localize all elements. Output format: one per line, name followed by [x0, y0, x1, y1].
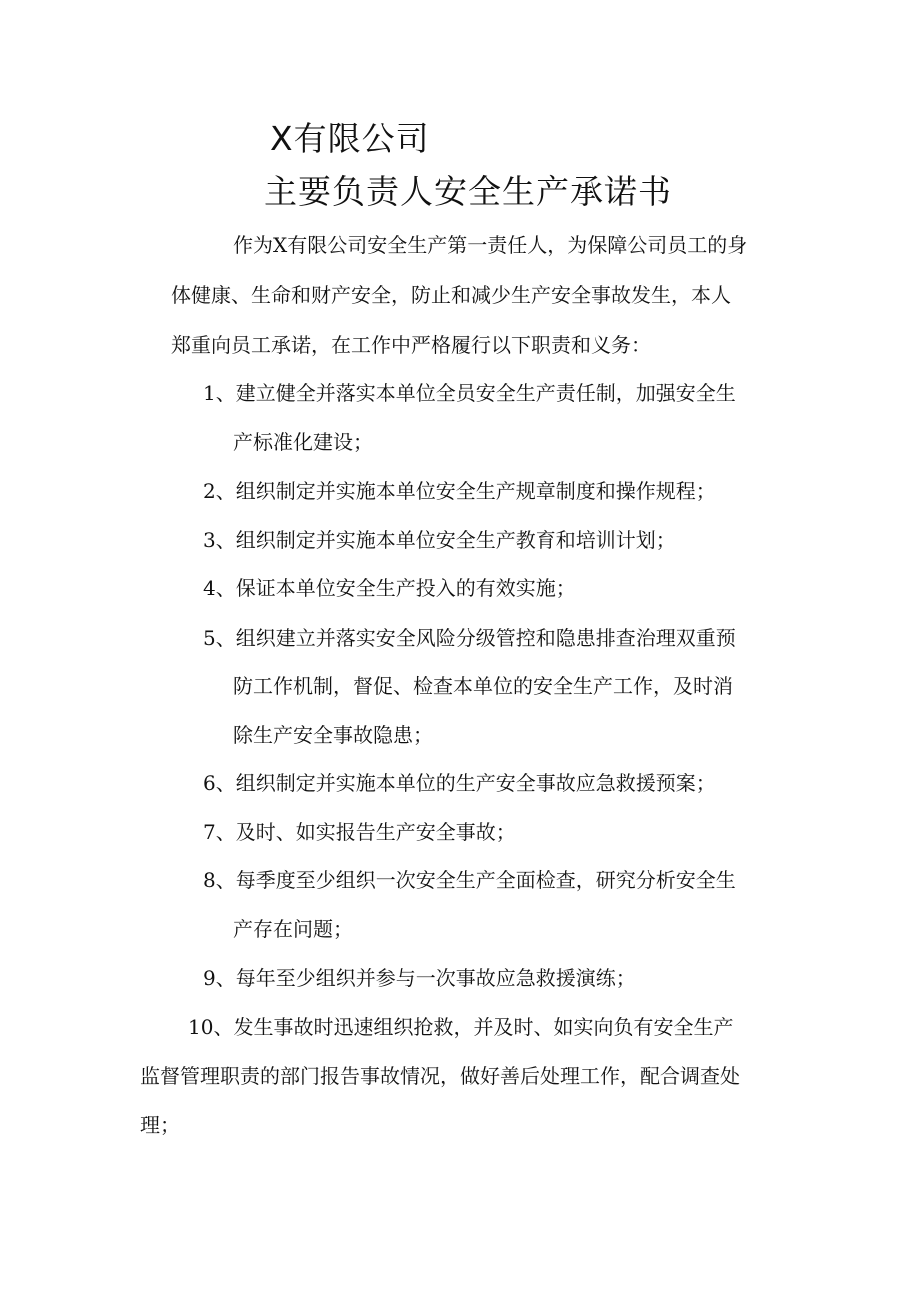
- company-name: X有限公司: [270, 119, 430, 158]
- intro-line-3: 郑重向员工承诺，在工作中严格履行以下职责和义务：: [171, 333, 651, 357]
- item-10-line-3: 理；: [140, 1113, 180, 1137]
- item-9: 9、每年至少组织并参与一次事故应急救援演练；: [203, 966, 636, 990]
- item-8-line-1: 8、每季度至少组织一次安全生产全面检查，研究分析安全生: [203, 868, 736, 892]
- item-7: 7、及时、如实报告生产安全事故；: [203, 820, 516, 844]
- item-4: 4、保证本单位安全生产投入的有效实施；: [203, 576, 576, 600]
- item-3: 3、组织制定并实施本单位安全生产教育和培训计划；: [203, 528, 676, 552]
- item-5-line-1: 5、组织建立并落实安全风险分级管控和隐患排查治理双重预: [203, 626, 736, 650]
- item-6: 6、组织制定并实施本单位的生产安全事故应急救援预案；: [203, 771, 716, 795]
- intro-line-1: 作为X有限公司安全生产第一责任人，为保障公司员工的身: [233, 233, 748, 257]
- item-1-line-1: 1、建立健全并落实本单位全员安全生产责任制，加强安全生: [203, 381, 736, 405]
- item-5-line-3: 除生产安全事故隐患；: [233, 723, 433, 747]
- item-5-line-2: 防工作机制，督促、检查本单位的安全生产工作，及时消: [233, 674, 733, 698]
- item-1-line-2: 产标准化建设；: [233, 430, 373, 454]
- item-10-line-2: 监督管理职责的部门报告事故情况，做好善后处理工作，配合调查处: [140, 1064, 740, 1088]
- document-title: 主要负责人安全生产承诺书: [264, 172, 672, 211]
- item-8-line-2: 产存在问题；: [233, 917, 353, 941]
- item-2: 2、组织制定并实施本单位安全生产规章制度和操作规程；: [203, 479, 716, 503]
- item-10-line-1: 10、发生事故时迅速组织抢救，并及时、如实向负有安全生产: [188, 1015, 734, 1039]
- intro-line-2: 体健康、生命和财产安全，防止和减少生产安全事故发生，本人: [171, 283, 731, 307]
